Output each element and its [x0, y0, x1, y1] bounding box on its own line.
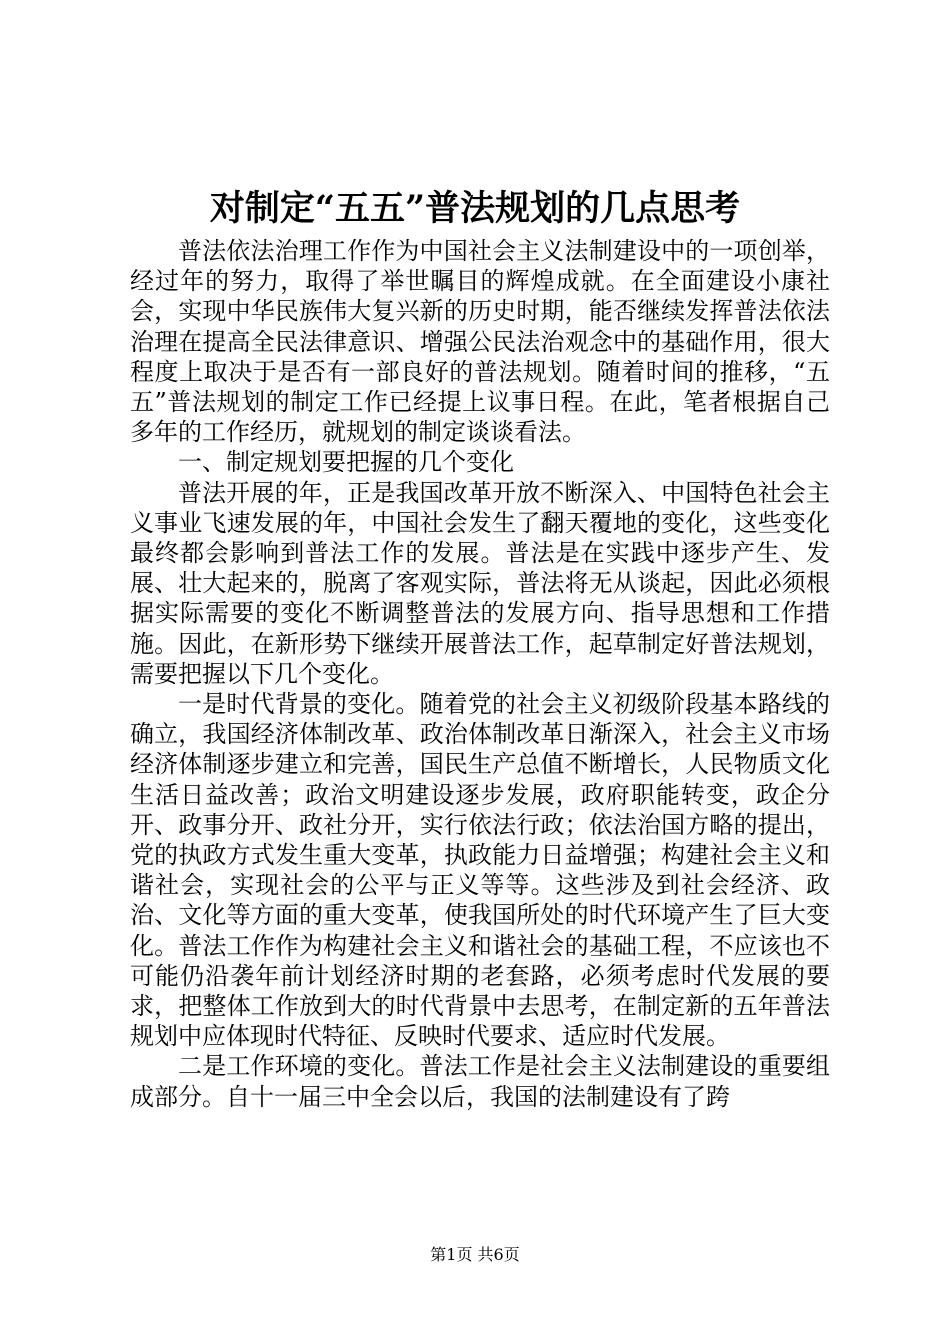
document-body [130, 236, 830, 1112]
page-number: 第1页 共6页 [430, 1245, 520, 1264]
paragraph: 二是工作环境的变化。普法工作是社会主义法制建设的重要组成部分。自十一届三中全会以后，我国的法制建设有了跨 [130, 1052, 830, 1111]
document-title: 对制定“五五”普法规划的几点思考 [209, 188, 741, 229]
paragraph: 普法依法治理工作作为中国社会主义法制建设中的一项创举，经过年的努力，取得了举世瞩目的辉煌成就。在全面建设小康社会，实现中华民族伟大复兴新的历史时期，能否继续发挥普法依法治理在提高全民法律意识、增强公民法治观念中的基础作用，很大程度上取决于是否有一部良好的普法规划。随着时间的推移，“五五”普法规划的制定工作已经提上议事日程。在此，笔者根据自己多年的工作经历，就规划的制定谈谈看法。 [130, 237, 830, 447]
paragraph: 普法开展的年，正是我国改革开放不断深入、中国特色社会主义事业飞速发展的年，中国社会发生了翻天覆地的变化，这些变化最终都会影响到普法工作的发展。普法是在实践中逐步产生、发展、壮大起来的，脱离了客观实际，普法将无从谈起，因此必须根据实际需要的变化不断调整普法的发展方向、指导思想和工作措施。因此，在新形势下继续开展普法工作，起草制定好普法规划，需要把握以下几个变化。 [130, 478, 830, 688]
section-heading: 一、制定规划要把握的几个变化 [178, 448, 514, 477]
paragraph: 一是时代背景的变化。随着党的社会主义初级阶段基本路线的确立，我国经济体制改革、政治体制改革日渐深入，社会主义市场经济体制逐步建立和完善，国民生产总值不断增长，人民物质文化生活日益改善；政治文明建设逐步发展，政府职能转变，政企分开、政事分开、政社分开，实行依法行政；依法治国方略的提出，党的执政方式发生重大变革，执政能力日益增强；构建社会主义和谐社会，实现社会的公平与正义等等。这些涉及到社会经济、政治、文化等方面的重大变革，使我国所处的时代环境产生了巨大变化。普法工作作为构建社会主义和谐社会的基础工程，不应该也不可能仍沿袭年前计划经济时期的老套路，必须考虑时代发展的要求，把整体工作放到大的时代背景中去思考，在制定新的五年普法规划中应体现时代特征、反映时代要求、适应时代发展。 [130, 690, 830, 1051]
